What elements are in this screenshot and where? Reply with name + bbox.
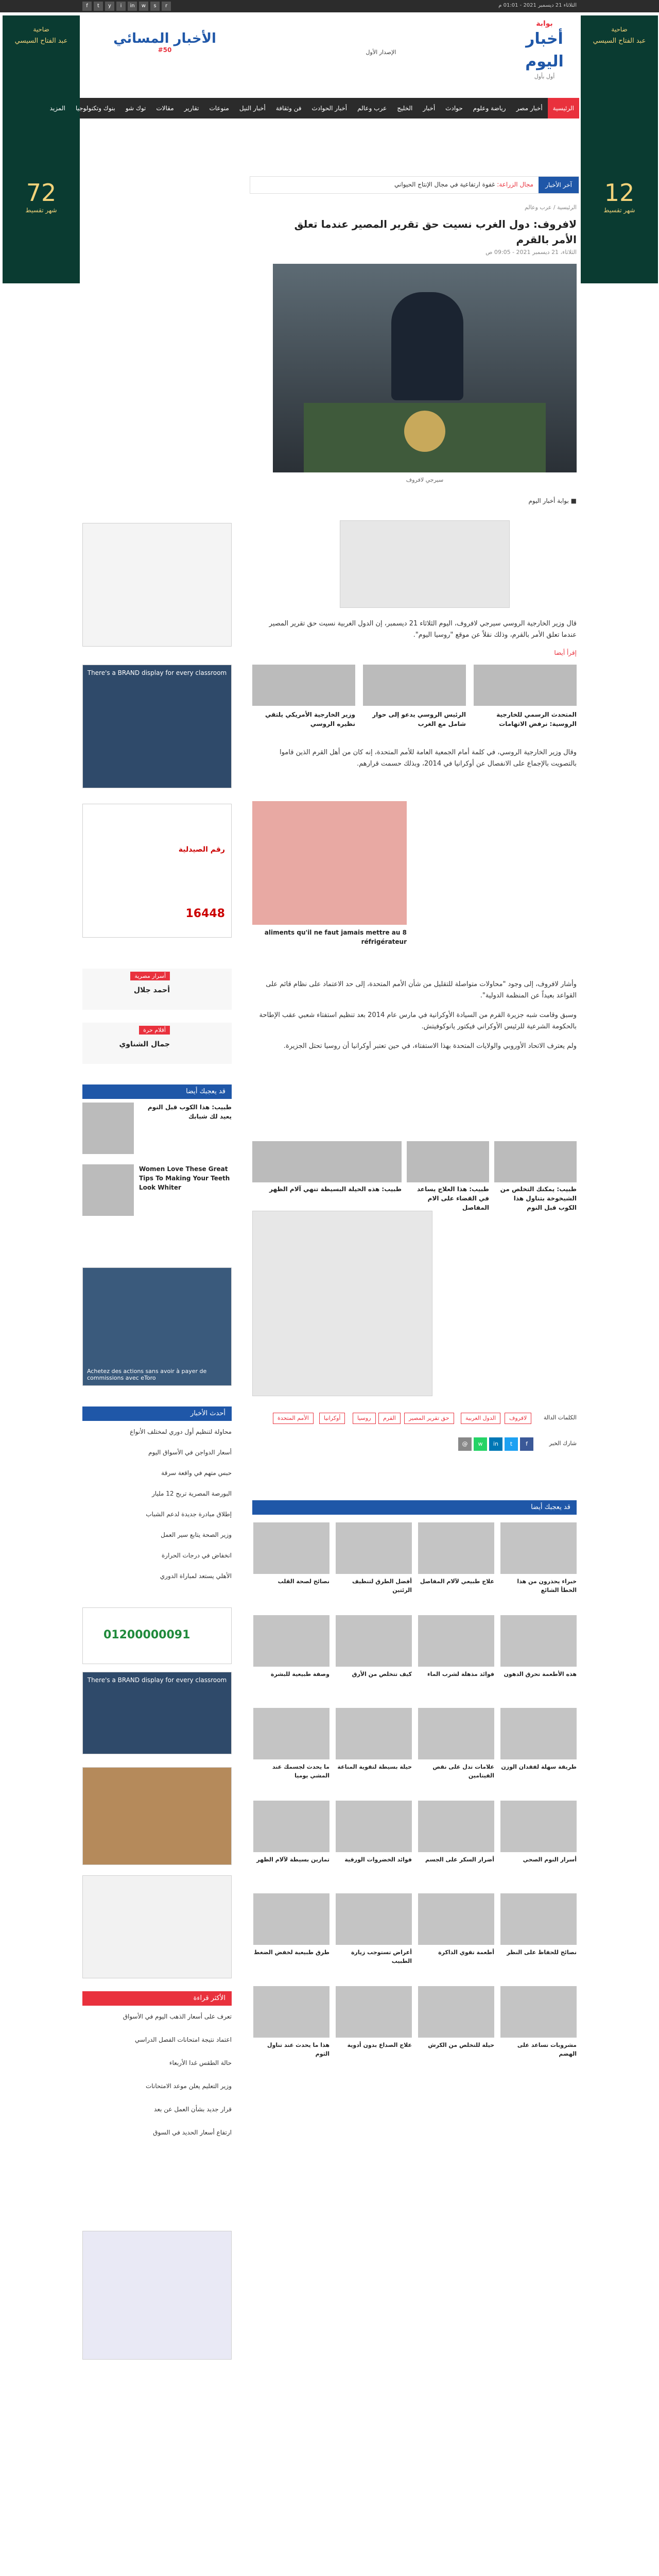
nav-gulf[interactable]: الخليج xyxy=(397,105,413,112)
card-title: نصائح للحفاظ على النظر xyxy=(507,1949,577,1956)
article-hero-image xyxy=(273,264,577,472)
latest-news-header: أحدث الأخبار xyxy=(82,1406,232,1421)
card-image xyxy=(253,1522,330,1574)
recommend-card[interactable] xyxy=(500,1986,577,2074)
card-title: أفضل الطرق لتنظيف الرئتين xyxy=(352,1578,412,1594)
card-image xyxy=(252,665,355,706)
recommend-card[interactable] xyxy=(336,1986,412,2074)
pharmacy-number: 16448 xyxy=(185,907,225,920)
card-image xyxy=(82,1103,134,1154)
recommend-card[interactable] xyxy=(336,1801,412,1888)
site-logo[interactable] xyxy=(510,20,579,87)
nav-talkshow[interactable]: توك شو xyxy=(125,105,146,112)
sidebar-ad-cib[interactable] xyxy=(82,2231,232,2360)
tag-link[interactable]: أوكرانيا xyxy=(319,1413,345,1424)
card-image xyxy=(494,1141,577,1182)
breaking-text[interactable] xyxy=(394,181,533,188)
recommend-card[interactable] xyxy=(418,1801,494,1888)
tag-link[interactable]: حق تقرير المصير xyxy=(404,1413,454,1424)
card-title: علاج طبيعي لآلام المفاصل xyxy=(420,1578,494,1585)
card-image xyxy=(418,1615,494,1667)
recommend-card[interactable] xyxy=(336,1708,412,1795)
article-paragraph: وأشار لافروف، إلى وجود "محاولات متواصلة للتقليل من شأن الأمم المتحدة، إلى حد الاعتماد على نظام قائم على القواعد بعيداً عن المنظمة الدولية". xyxy=(266,980,577,999)
sidebar-ad-brand[interactable] xyxy=(82,1875,232,1978)
card-title: فوائد مذهلة لشرب الماء xyxy=(427,1671,494,1677)
latest-news-item[interactable]: محاولة لتنظيم أول دوري لمختلف الأنواع xyxy=(130,1428,232,1435)
soundcloud-icon[interactable]: s xyxy=(150,2,160,11)
youtube-icon[interactable]: y xyxy=(105,2,114,11)
sidebar-recommend-header: قد يعجبك أيضا xyxy=(82,1084,232,1099)
share-facebook-icon[interactable]: f xyxy=(520,1437,533,1451)
card-image xyxy=(336,1615,412,1667)
nav-culture[interactable]: فن وثقافة xyxy=(275,105,302,112)
recommend-card[interactable] xyxy=(336,1893,412,1981)
sidebar-ad-display-2[interactable] xyxy=(82,1672,232,1754)
logo-text: أخبار اليوم xyxy=(525,30,564,71)
card-image xyxy=(336,1522,412,1574)
most-read-header: الأكثر قراءة xyxy=(82,1991,232,2006)
nav-crime[interactable]: أخبار الحوادث xyxy=(311,105,348,112)
recommend-card[interactable] xyxy=(336,1522,412,1610)
nav-misc[interactable]: منوعات xyxy=(209,105,229,112)
whatsapp-icon[interactable]: w xyxy=(139,2,148,11)
latest-news-item[interactable]: وزير الصحة يتابع سير العمل xyxy=(161,1531,232,1538)
recommend-grid xyxy=(252,1522,577,2275)
card-image xyxy=(418,1801,494,1852)
card-title: نصائح لصحة القلب xyxy=(278,1578,330,1585)
sponsored-card[interactable] xyxy=(407,1141,489,1211)
recommend-card[interactable] xyxy=(253,1615,330,1703)
card-title: حيلة للتخلص من الكرش xyxy=(428,2042,494,2048)
sidebar-ad-pharmacy[interactable] xyxy=(82,804,232,938)
tag-link[interactable]: روسيا xyxy=(353,1413,376,1424)
hotline-ad[interactable] xyxy=(82,1607,232,1664)
native-ad-card[interactable] xyxy=(252,801,407,956)
left-side-ad[interactable] xyxy=(3,15,80,283)
current-date: الثلاثاء 21 ديسمبر 2021 - 01:01 م xyxy=(498,3,577,8)
card-title: طبيب: هذه الحيلة البسيطة تنهي آلام الظهر xyxy=(269,1185,402,1193)
ad-headline: There's a BRAND display for every classroom xyxy=(87,1676,227,1684)
breaking-headline: غفوة ارتفاعية في مجال الإنتاج الحيواني xyxy=(394,181,495,188)
breaking-label: آخر الأخبار xyxy=(539,177,579,193)
source-name: بوابة أخبار اليوم xyxy=(528,497,569,504)
most-read-item[interactable]: تعرف على أسعار الذهب اليوم في الأسواق xyxy=(123,2013,232,2020)
linkedin-icon[interactable]: in xyxy=(128,2,137,11)
share-email-icon[interactable]: @ xyxy=(458,1437,472,1451)
article-date: الثلاثاء، 21 ديسمبر 2021 - 09:05 ص xyxy=(485,249,577,256)
card-title: وزير الخارجية الأمريكي يلتقي نظيره الروسي xyxy=(265,711,355,727)
rss-icon[interactable]: r xyxy=(162,2,171,11)
nav-incidents[interactable]: حوادث xyxy=(445,105,463,112)
writer-section-label: أسرار مصرية xyxy=(130,972,170,980)
card-image xyxy=(500,1986,577,2038)
recommend-card[interactable] xyxy=(500,1893,577,1981)
ad-headline: There's a BRAND display for every classroom xyxy=(87,669,227,676)
latest-news-item[interactable]: إطلاق مبادرة جديدة لدعم الشباب xyxy=(146,1511,232,1518)
card-image xyxy=(500,1801,577,1852)
recommend-card[interactable] xyxy=(500,1801,577,1888)
card-title: طرق طبيعية لخفض الضغط xyxy=(254,1949,330,1956)
instagram-icon[interactable]: i xyxy=(116,2,126,11)
share-whatsapp-icon[interactable]: w xyxy=(474,1437,487,1451)
card-title: علاج الصداع بدون أدوية xyxy=(347,2042,412,2048)
in-article-ad[interactable] xyxy=(340,520,510,608)
card-title: حيلة بسيطة لتقوية المناعة xyxy=(337,1764,412,1770)
read-also-card[interactable] xyxy=(474,665,577,737)
breaking-news-bar xyxy=(250,176,579,194)
ad-caption: Achetez des actions sans avoir à payer de commissions avec eToro xyxy=(87,1368,207,1381)
hotline-number: 01200000091 xyxy=(103,1629,190,1641)
recommend-card[interactable] xyxy=(418,1522,494,1610)
latest-news-item[interactable]: البورصة المصرية تربح 12 مليار xyxy=(151,1490,232,1497)
card-title: طريقة سهلة لفقدان الوزن xyxy=(501,1764,577,1770)
tag-link[interactable]: لافروف xyxy=(505,1413,531,1424)
logo-tagline: أول بأول xyxy=(534,73,555,80)
sidebar-rec-card[interactable] xyxy=(82,1164,232,1221)
recommend-card[interactable] xyxy=(253,1522,330,1610)
card-title: مشروبات تساعد على الهضم xyxy=(517,2042,577,2057)
card-image xyxy=(82,1164,134,1216)
share-twitter-icon[interactable]: t xyxy=(505,1437,518,1451)
recommend-card[interactable] xyxy=(418,1986,494,2074)
card-image xyxy=(418,1893,494,1945)
image-caption: سيرجي لافروف xyxy=(406,477,444,483)
latest-news-item[interactable]: الأهلي يستعد لمباراة الدوري xyxy=(160,1572,232,1580)
nav-nile[interactable]: أخبار النيل xyxy=(239,105,266,112)
card-image xyxy=(253,1986,330,2038)
most-read-item[interactable]: وزير التعليم يعلن موعد الامتحانات xyxy=(145,2082,232,2090)
twitter-icon[interactable]: t xyxy=(94,2,103,11)
card-image xyxy=(418,1986,494,2038)
card-title: هذه الأطعمة تحرق الدهون xyxy=(504,1671,577,1677)
card-image xyxy=(336,1986,412,2038)
nav-reports[interactable]: تقارير xyxy=(184,105,199,112)
card-title: فوائد الخضروات الورقية xyxy=(344,1856,412,1863)
recommend-card[interactable] xyxy=(253,1986,330,2074)
card-image xyxy=(474,665,577,706)
card-title: 8 aliments qu'il ne faut jamais mettre au réfrigérateur xyxy=(264,929,407,945)
sponsored-card[interactable] xyxy=(252,1141,402,1208)
card-image xyxy=(253,1801,330,1852)
card-title: كيف تتخلص من الأرق xyxy=(352,1671,412,1677)
tags-label: الكلمات الدالة xyxy=(543,1414,577,1421)
writer-card[interactable] xyxy=(82,969,232,1010)
card-image xyxy=(253,1615,330,1667)
article-title: لافروف: دول الغرب نسيت حق تقرير المصير عندما تعلق الأمر بالقرم xyxy=(294,218,577,246)
card-title: أطعمة تقوي الذاكرة xyxy=(438,1949,494,1956)
writer-name: أحمد جلال xyxy=(133,986,170,994)
nav-news[interactable]: أخبار xyxy=(423,105,436,112)
card-image xyxy=(336,1708,412,1759)
article-paragraph: قال وزير الخارجية الروسي سيرجي لافروف، اليوم الثلاثاء 21 ديسمبر، إن الدول الغربية نسيت حق تقرير المصير عندما تعلق الأمر بالقرم، وذلك نقلاً عن موقع "روسيا اليوم". xyxy=(269,620,577,639)
latest-news-item[interactable]: انخفاض في درجات الحرارة xyxy=(161,1552,232,1559)
card-image xyxy=(252,1141,402,1182)
un-emblem-icon xyxy=(404,411,445,452)
card-title: خبراء يحذرون من هذا الخطأ الشائع xyxy=(517,1578,577,1594)
video-ad[interactable] xyxy=(252,1211,432,1396)
read-also-card[interactable] xyxy=(363,665,466,737)
card-image xyxy=(336,1801,412,1852)
card-image xyxy=(500,1522,577,1574)
most-read-item[interactable]: حالة الطقس غدا الأربعاء xyxy=(169,2059,232,2066)
card-title: هذا ما يحدث عند تناول الثوم xyxy=(267,2042,330,2057)
sidebar-ad-etoro[interactable] xyxy=(82,1267,232,1386)
most-read-item[interactable]: اعتماد نتيجة امتحانات الفصل الدراسي xyxy=(134,2036,232,2043)
recommend-card[interactable] xyxy=(500,1615,577,1703)
recommend-card[interactable] xyxy=(253,1708,330,1795)
card-image xyxy=(418,1708,494,1759)
card-title: أضرار السكر على الجسم xyxy=(425,1856,494,1863)
card-image xyxy=(407,1141,489,1182)
card-title: أعراض تستوجب زيارة الطبيب xyxy=(351,1949,412,1964)
share-linkedin-icon[interactable]: in xyxy=(489,1437,502,1451)
ad-line: شهر تقسيط xyxy=(25,207,57,214)
nav-egypt[interactable]: أخبار مصر xyxy=(516,105,543,112)
tag-link[interactable]: الأمم المتحدة xyxy=(273,1413,314,1424)
article-paragraph: وقال وزير الخارجية الروسي، في كلمة أمام الجمعية العامة للأمم المتحدة، إنه كان من أهل القرم الذين قاموا بالتصويت بالإجماع على الانفصال عن أوكرانيا في 2014، وبذلك حسمت قرارهم. xyxy=(280,749,577,768)
nav-sports[interactable]: رياضة وعلوم xyxy=(473,105,506,112)
article-paragraph: وسبق وقامت شبه جزيرة القرم من السيادة الأوكرانية في مارس عام 2014 بعد تنظيم استفتاء شعبي عقب الإطاحة بالحكومة الشرعية للرئيس الأوكراني فيكتور يانوكوفيتش. xyxy=(259,1011,577,1030)
ad-number: 12 xyxy=(604,179,635,207)
recommend-card[interactable] xyxy=(253,1801,330,1888)
breaking-kicker: مجال الزراعة: xyxy=(497,181,533,188)
card-title: Women Love These Great Tips To Making Your Teeth Look Whiter xyxy=(139,1165,230,1191)
article-paragraph: ولم يعترف الاتحاد الأوروبي والولايات المتحدة بهذا الاستفتاء، في حين تعتبر أوكرانيا أن روسيا تحتل الجزيرة. xyxy=(283,1042,577,1050)
share-label: شارك الخبر xyxy=(549,1440,577,1447)
logo-sub: بوابة xyxy=(536,20,553,28)
speaker-figure xyxy=(391,292,463,400)
sidebar-ad-hotel[interactable] xyxy=(82,1767,232,1865)
ad-line: عبد الفتاح السيسي xyxy=(593,37,646,45)
recommend-card[interactable] xyxy=(500,1708,577,1795)
recommend-card[interactable] xyxy=(418,1708,494,1795)
ad-line: ضاحية xyxy=(611,26,628,33)
writer-card[interactable] xyxy=(82,1023,232,1064)
card-image xyxy=(253,1708,330,1759)
ad-line: عبد الفتاح السيسي xyxy=(14,37,68,45)
sidebar-rec-card[interactable] xyxy=(82,1103,232,1159)
card-title: تمارين بسيطة لآلام الظهر xyxy=(256,1856,330,1863)
tag-link[interactable]: القرم xyxy=(378,1413,401,1424)
nav-tech[interactable]: بنوك وتكنولوجيا xyxy=(75,105,115,112)
recommend-card[interactable] xyxy=(418,1615,494,1703)
sidebar-ad-display[interactable] xyxy=(82,665,232,788)
pharmacy-label: رقم الصيدلية xyxy=(178,845,225,854)
card-title: طبيب: هذا الكوب قبل النوم يعيد لك شبابك xyxy=(147,1104,232,1120)
breadcrumb[interactable]: الرئيسية / عرب وعالم xyxy=(525,204,577,211)
main-nav xyxy=(49,98,579,118)
writer-section-label: أقلام حرة xyxy=(139,1026,170,1035)
read-also-label: إقرأ أيضا xyxy=(554,649,577,656)
right-side-ad[interactable] xyxy=(581,15,658,283)
card-title: المتحدث الرسمي للخارجية الروسية: نرفض الاتهامات xyxy=(496,711,577,727)
card-image xyxy=(363,665,466,706)
card-title: طبيب: يمكنك التخلص من الشيخوخة بتناول هذا الكوب قبل النوم xyxy=(500,1185,577,1211)
ad-line: ضاحية xyxy=(33,26,49,33)
card-image xyxy=(253,1893,330,1945)
card-title: الرئيس الروسي يدعو إلى حوار شامل مع الغرب xyxy=(372,711,466,727)
card-image xyxy=(336,1893,412,1945)
card-title: طبيب: هذا العلاج يساعد في القضاء على الام المفاصل xyxy=(417,1185,489,1211)
recommend-card[interactable] xyxy=(253,1893,330,1981)
card-image xyxy=(500,1893,577,1945)
recommend-card[interactable] xyxy=(500,1522,577,1610)
most-read-item[interactable]: ارتفاع أسعار الحديد في السوق xyxy=(153,2129,232,2136)
facebook-icon[interactable]: f xyxy=(82,2,92,11)
most-read-item[interactable]: قرار جديد بشأن العمل عن بعد xyxy=(154,2106,232,2113)
card-image xyxy=(418,1522,494,1574)
card-title: أسرار النوم الصحي xyxy=(523,1856,577,1863)
card-title: ما يحدث لجسمك عند المشي يوميا xyxy=(272,1764,330,1779)
partner-logo-text: الأخبار المسائي xyxy=(113,31,216,46)
card-title: علامات تدل على نقص الفيتامين xyxy=(432,1764,494,1779)
latest-news-item[interactable]: حبس متهم في واقعة سرقة xyxy=(161,1469,232,1477)
nav-home[interactable]: الرئيسية xyxy=(548,98,579,118)
tag-link[interactable]: الدول الغربية xyxy=(461,1413,500,1424)
nav-more[interactable]: المزيد xyxy=(49,105,65,112)
recommend-card[interactable] xyxy=(336,1615,412,1703)
nav-world[interactable]: عرب وعالم xyxy=(357,105,387,112)
top-bar xyxy=(0,0,659,12)
sidebar-ad-ring[interactable] xyxy=(82,523,232,647)
card-image xyxy=(500,1708,577,1759)
nav-articles[interactable]: مقالات xyxy=(156,105,174,112)
ad-number: 72 xyxy=(26,179,57,207)
ad-line: شهر تقسيط xyxy=(603,207,635,214)
header-tagline: الإصدار الأول xyxy=(366,49,396,56)
card-image xyxy=(252,801,407,925)
writer-name: جمال الشناوي xyxy=(119,1040,170,1048)
partner-badge: #50 xyxy=(158,46,172,54)
partner-logo[interactable] xyxy=(103,31,227,72)
recommend-card[interactable] xyxy=(418,1893,494,1981)
card-image xyxy=(500,1615,577,1667)
more-section-header: قد يعجبك أيضا xyxy=(252,1500,577,1515)
latest-news-item[interactable]: أسعار الدواجن في الأسواق اليوم xyxy=(148,1449,232,1456)
card-title: وصفة طبيعية للبشرة xyxy=(270,1671,330,1677)
read-also-card[interactable] xyxy=(252,665,355,737)
sponsored-card[interactable] xyxy=(494,1141,577,1211)
article-source[interactable]: ■ بوابة أخبار اليوم xyxy=(528,497,577,504)
